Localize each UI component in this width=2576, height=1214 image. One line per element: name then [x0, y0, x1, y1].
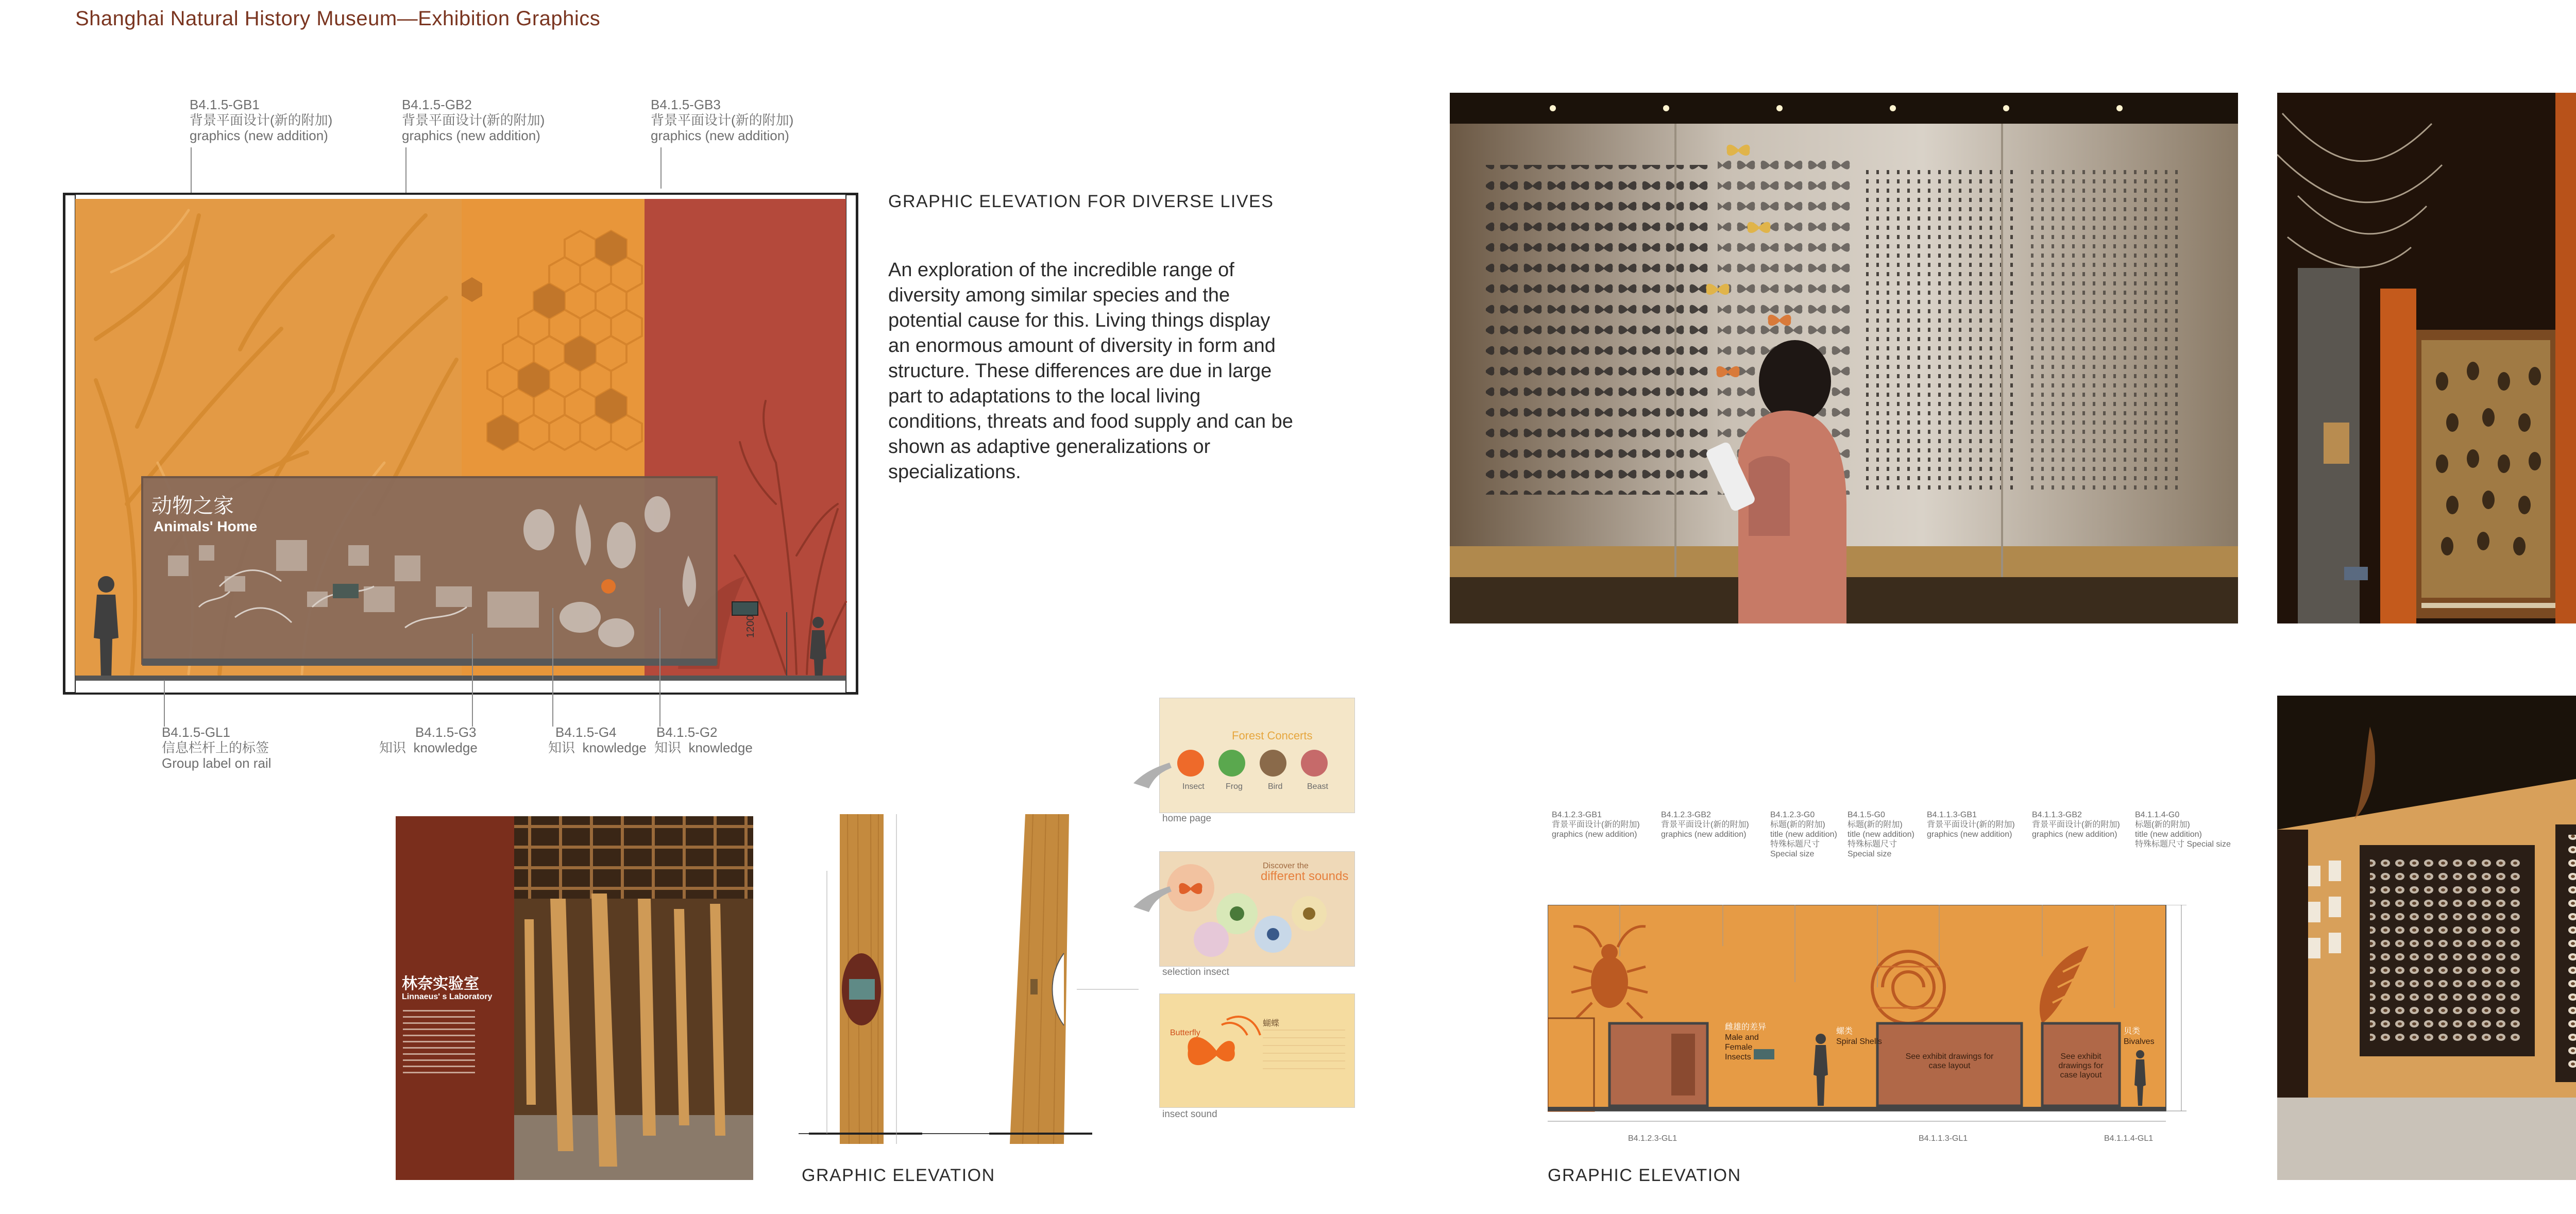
leader-line	[191, 147, 192, 199]
callout-en: graphics (new addition)	[1661, 830, 1747, 839]
shell-label-en: Male and Female Insects	[1725, 1033, 1759, 1061]
leader-line	[660, 147, 662, 189]
callout-cn: 背景平面设计(新的附加)	[190, 112, 333, 128]
panel-en-title: Animals' Home	[154, 518, 258, 534]
callout-en: graphics (new addition)	[651, 128, 789, 143]
callout-cn: 信息栏杆上的标签	[162, 740, 269, 755]
caption-right: GRAPHIC ELEVATION	[1548, 1166, 1741, 1185]
callout-en: knowledge	[688, 740, 753, 755]
callout-code: B4.1.2.3-GB2	[1661, 811, 1711, 819]
photo-linnaeus-lab	[396, 816, 753, 1180]
case-note: See exhibit drawings for case layout	[2058, 1052, 2104, 1080]
callout-code: B4.1.5-G3	[415, 724, 477, 740]
shell-bottom-code: B4.1.1.4-GL1	[2104, 1134, 2154, 1143]
callout-code: B4.1.5-GB1	[190, 97, 260, 112]
callout-cn: 标题(新的附加)	[1770, 820, 1825, 829]
tree-post-elevation-side	[969, 809, 1139, 1159]
shell-callout	[1848, 810, 1925, 859]
leader-line	[552, 608, 553, 727]
tree-post-drawing	[799, 809, 994, 1159]
callout-extra-cn: 特殊标题尺寸	[2135, 840, 2185, 849]
elevation-heading: GRAPHIC ELEVATION FOR DIVERSE LIVES	[888, 192, 1274, 211]
callout-code: B4.1.1.3-GB1	[1927, 811, 1977, 819]
case-note: See exhibit drawings for case layout	[1905, 1052, 1994, 1070]
caption-left: GRAPHIC ELEVATION	[802, 1166, 995, 1185]
shell-label-cn: 螺类	[1836, 1027, 1853, 1036]
category-icons	[1170, 748, 1345, 779]
screen-item-bird: Bird	[1268, 782, 1283, 791]
screen-caption: selection insect	[1162, 967, 1229, 977]
butterfly-sound-drawing	[1160, 994, 1354, 1107]
callout-cn: 背景平面设计(新的附加)	[2032, 820, 2120, 829]
callout-cn: 知识	[548, 740, 575, 755]
callout-code: B4.1.5-GL1	[162, 724, 230, 740]
photo-skull-wall	[2277, 93, 2576, 623]
callout-en: knowledge	[582, 740, 647, 755]
screen-insect-sound	[1159, 993, 1355, 1108]
shell-bottom-code: B4.1.2.3-GL1	[1628, 1134, 1677, 1143]
callout-cn: 标题(新的附加)	[2135, 820, 2190, 829]
tree-post-side-drawing	[969, 809, 1139, 1159]
callout-code: B4.1.2.3-G0	[1770, 811, 1815, 819]
shell-callout	[2032, 810, 2135, 839]
elevation-description: An exploration of the incredible range of diversity among similar species and the potential cause for this. Living things display an enormous amount of diversity in form and structure. These differences are due in large part to adaptations to the local living conditions, threats and food supply and can be shown as adaptive generalizations or specializations.	[888, 259, 1293, 483]
callout-extra-en: Special size	[1770, 850, 1815, 858]
callout-en: title (new addition)	[1848, 830, 1914, 839]
callout-extra-en: Special size	[2187, 840, 2231, 849]
callout-cn: 背景平面设计(新的附加)	[1927, 820, 2015, 829]
screen-home-page	[1159, 698, 1355, 813]
screen-title: Forest Concerts	[1232, 729, 1313, 742]
shell-elevation-svg	[1548, 905, 2192, 1126]
callout-g3	[379, 724, 478, 755]
callout-en: graphics (new addition)	[190, 128, 328, 143]
callout-code: B4.1.1.3-GB2	[2032, 811, 2082, 819]
callout-gl1	[162, 724, 271, 771]
callout-en: knowledge	[413, 740, 478, 755]
callout-gb1	[190, 97, 332, 143]
photo-butterfly-wall	[1450, 93, 2238, 623]
callout-code: B4.1.5-G0	[1848, 811, 1885, 819]
lab-sign-cn: 林奈实验室	[402, 975, 479, 992]
screen-selection-insect	[1159, 851, 1355, 967]
skull-wall-drawing	[2277, 93, 2576, 623]
callout-en: Group label on rail	[162, 755, 272, 771]
callout-en: graphics (new addition)	[1552, 830, 1637, 839]
callout-en: graphics (new addition)	[1927, 830, 2012, 839]
screen-title-a: Discover the	[1263, 862, 1309, 870]
hand-pointer-icon	[1128, 752, 1175, 794]
callout-cn: 知识	[654, 740, 682, 755]
callout-code: B4.1.5-G4	[555, 724, 617, 740]
callout-cn: 背景平面设计(新的附加)	[1552, 820, 1640, 829]
panel-cn-title: 动物之家	[151, 495, 234, 517]
tree-post-elevation-front	[799, 809, 994, 1159]
shell-label-en: Bivalves	[2124, 1037, 2155, 1046]
callout-code: B4.1.2.3-GB1	[1552, 811, 1602, 819]
shell-label-cn: 雌雄的差异	[1725, 1023, 1767, 1032]
photo-shell-gallery	[2277, 696, 2576, 1180]
screen-caption: home page	[1162, 813, 1212, 824]
callout-g4	[548, 724, 647, 755]
shell-label-cn: 贝类	[2124, 1027, 2141, 1036]
shell-elevation-drawing	[1548, 905, 2192, 1126]
callout-g2	[654, 724, 753, 755]
callout-cn: 知识	[379, 740, 406, 755]
callout-cn: 标题(新的附加)	[1848, 820, 1903, 829]
callout-extra-en: Special size	[1848, 850, 1892, 858]
shell-callout	[1661, 810, 1769, 839]
butterfly-wall-drawing	[1450, 93, 2238, 623]
callout-code: B4.1.5-GB2	[402, 97, 472, 112]
callout-extra-cn: 特殊标题尺寸	[1848, 840, 1897, 849]
screen-title-b: different sounds	[1261, 869, 1349, 883]
screen-item-beast: Beast	[1307, 782, 1328, 791]
shell-bottom-code: B4.1.1.3-GL1	[1919, 1134, 1968, 1143]
callout-cn: 背景平面设计(新的附加)	[651, 112, 794, 128]
panel-dimension: 1200	[745, 615, 756, 638]
elevation-drawing	[65, 195, 856, 693]
shell-gallery-drawing	[2277, 696, 2576, 1180]
callout-code: B4.1.5-GB3	[651, 97, 721, 112]
callout-code: B4.1.5-G2	[656, 724, 718, 740]
leader-line	[164, 680, 165, 727]
callout-cn: 背景平面设计(新的附加)	[1661, 820, 1749, 829]
elevation-frame	[63, 193, 858, 695]
callout-en: graphics (new addition)	[2032, 830, 2117, 839]
callout-gb3	[651, 97, 793, 143]
screen-icon-row	[1170, 748, 1345, 794]
shell-label-en: Spiral Shells	[1836, 1037, 1882, 1046]
screen-cn: 蝴蝶	[1263, 1019, 1280, 1028]
screen-caption: insect sound	[1162, 1109, 1217, 1120]
callout-extra-cn: 特殊标题尺寸	[1770, 840, 1820, 849]
hand-pointer-icon	[1128, 876, 1175, 917]
leader-line	[659, 608, 660, 727]
page-title: Shanghai Natural History Museum—Exhibition Graphics	[75, 7, 601, 30]
leader-line	[472, 634, 473, 727]
shell-callout	[1770, 810, 1848, 859]
callout-code: B4.1.1.4-G0	[2135, 811, 2180, 819]
callout-en: title (new addition)	[1770, 830, 1837, 839]
callout-gb2	[402, 97, 545, 143]
screen-item-frog: Frog	[1226, 782, 1243, 791]
lab-sign-en: Linnaeus' s Laboratory	[402, 992, 493, 1001]
callout-cn: 背景平面设计(新的附加)	[402, 112, 545, 128]
shell-callout	[2135, 810, 2238, 849]
callout-en: graphics (new addition)	[402, 128, 540, 143]
shell-callout	[1927, 810, 2035, 839]
shell-callout	[1552, 810, 1660, 839]
screen-title: Butterfly	[1170, 1028, 1200, 1037]
callout-en: title (new addition)	[2135, 830, 2202, 839]
screen-item-insect: Insect	[1182, 782, 1205, 791]
lab-sign-body-text	[403, 1010, 475, 1077]
